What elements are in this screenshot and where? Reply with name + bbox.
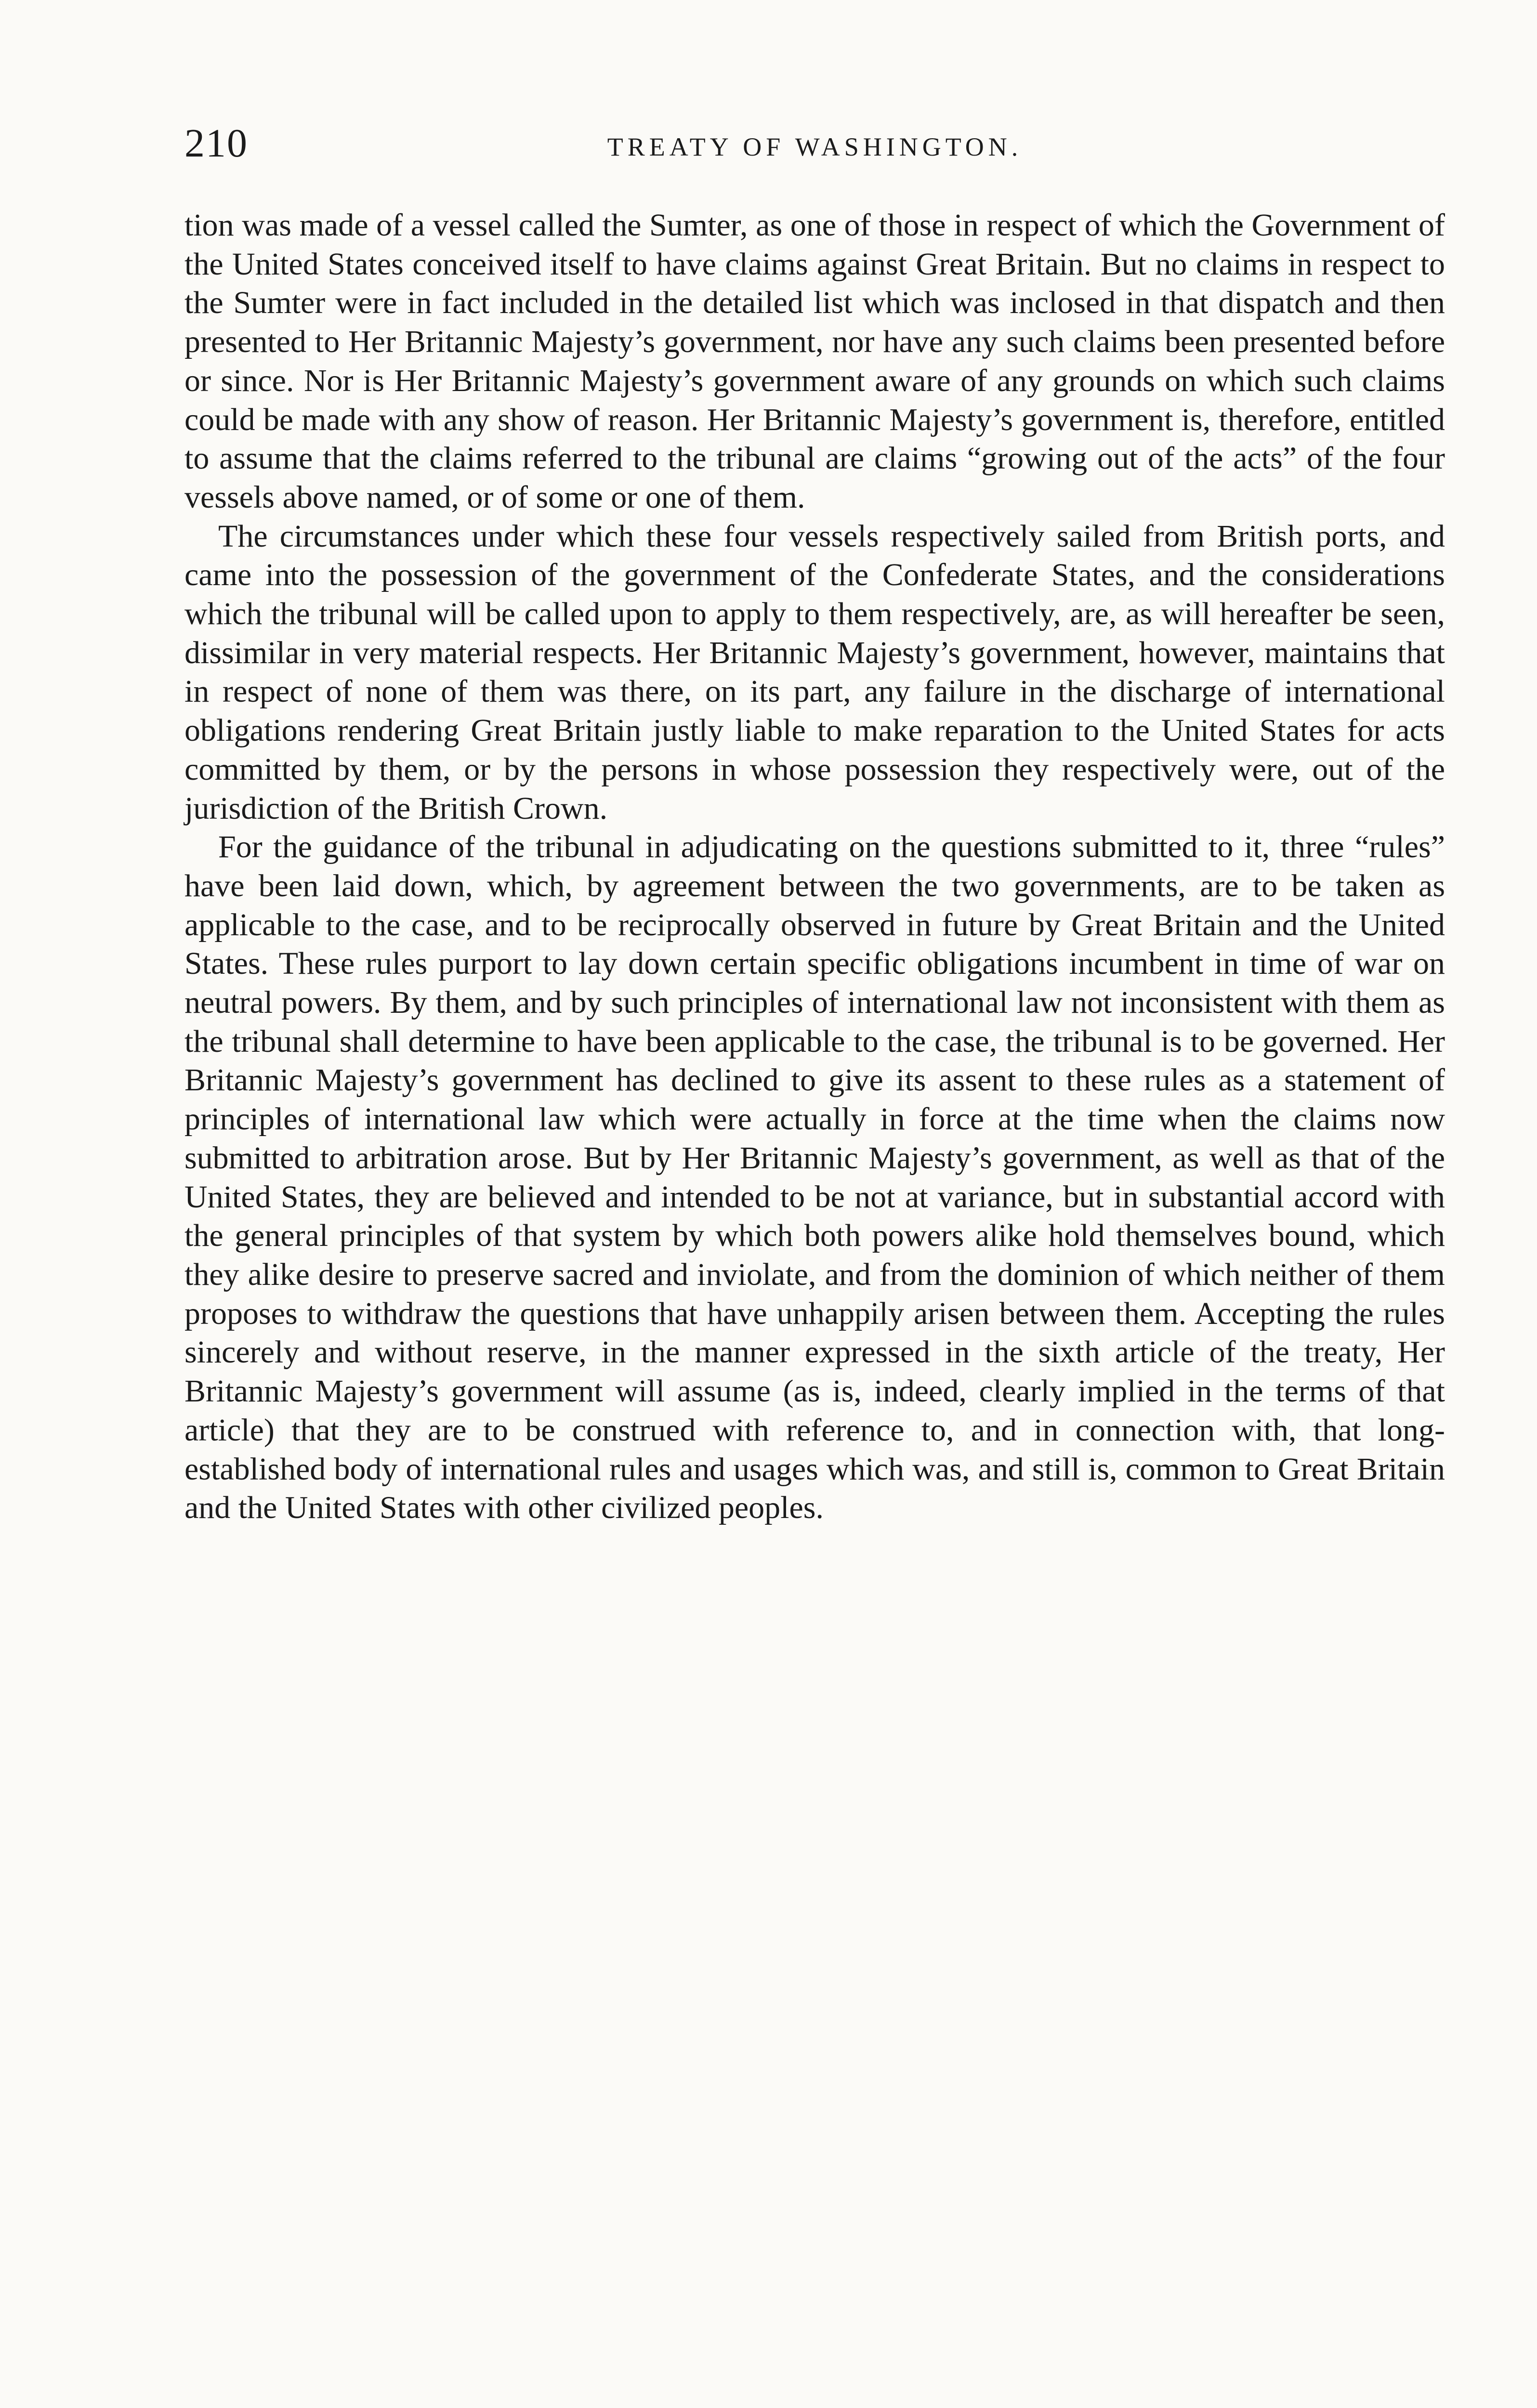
body-text bbox=[184, 206, 1445, 1528]
paragraph-rules: For the guidance of the tribunal in adjudicating on the questions submitted to it, three “rules” have been laid down, which, by agreement between the two governments, are to be taken as applicable to the case, and to be reciprocally observed in future by Great Britain and the United States. These rules purport to lay down certain specific obligations incumbent in time of war on neutral powers. By them, and by such principles of international law not inconsistent with them as the tribunal shall determine to have been applicable to the case, the tribunal is to be governed. Her Britannic Majesty’s government has declined to give its assent to these rules as a statement of principles of international law which were actually in force at the time when the claims now submitted to arbitration arose. But by Her Britannic Majesty’s government, as well as that of the United States, they are believed and intended to be not at variance, but in substantial accord with the general principles of that system by which both powers alike hold themselves bound, which they alike desire to preserve sacred and inviolate, and from the dominion of which neither of them proposes to withdraw the questions that have unhappily arisen between them. Accepting the rules sincerely and without reserve, in the manner expressed in the sixth article of the treaty, Her Britannic Majesty’s government will assume (as is, indeed, clearly implied in the terms of that article) that they are to be construed with reference to, and in connection with, that long-established body of international rules and usages which was, and still is, common to Great Britain and the United States with other civilized peoples. bbox=[184, 829, 1445, 1526]
running-title: TREATY OF WASHINGTON. bbox=[607, 132, 1023, 161]
paragraph-continued: tion was made of a vessel called the Sumter, as one of those in respect of which the Government of the United States conceived itself to have claims against Great Britain. But no claims in respect to the Sumter were in fact included in the detailed list which was inclosed in that dispatch and then presented to Her Britannic Majesty’s government, nor have any such claims been presented before or since. Nor is Her Britannic Majesty’s government aware of any grounds on which such claims could be made with any show of reason. Her Britannic Majesty’s government is, therefore, entitled to assume that the claims referred to the tribunal are claims “growing out of the acts” of the four vessels above named, or of some or one of them. bbox=[184, 208, 1445, 515]
page-number: 210 bbox=[184, 121, 248, 166]
running-head bbox=[184, 117, 1445, 170]
paragraph-circumstances: The circumstances under which these four vessels respectively sailed from British ports, and came into the possession of the government of the Confederate States, and the considerations which the tribunal will be called upon to apply to them respectively, are, as will hereafter be seen, dissimilar in very material respects. Her Britannic Majesty’s government, however, maintains that in respect of none of them was there, on its part, any failure in the discharge of international obligations rendering Great Britain justly liable to make reparation to the United States for acts committed by them, or by the persons in whose possession they respectively were, out of the jurisdiction of the British Crown. bbox=[184, 518, 1445, 826]
